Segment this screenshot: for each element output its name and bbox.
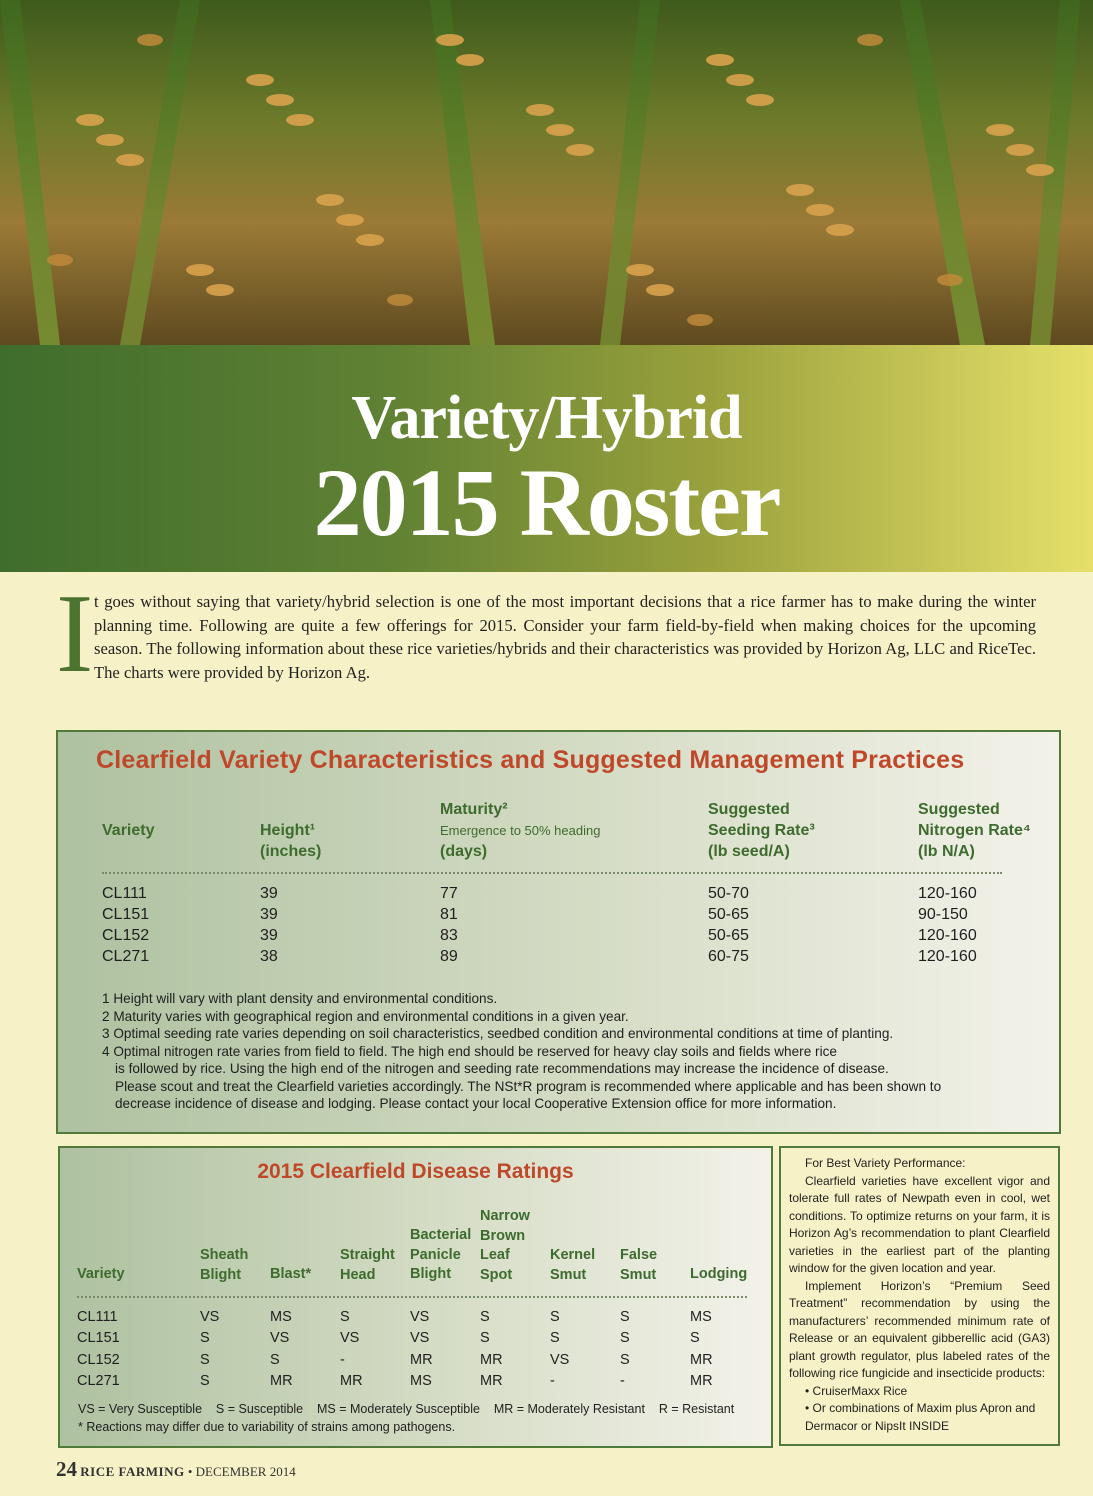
- dcell: VS: [410, 1330, 430, 1346]
- list-item: • Or combinations of Maxim plus Apron and Dermacor or NipsIt INSIDE: [805, 1400, 1050, 1435]
- header-seeding-unit: (lb seed/A): [708, 843, 790, 860]
- header-height: [260, 820, 321, 862]
- legend-abbreviations: VS = Very Susceptible S = Susceptible MS = Moderately Susceptible MR = Moderately Resistant R = Resistant: [78, 1402, 735, 1416]
- intro-text: t goes without saying that variety/hybrid selection is one of the most important decisions that a rice farmer has to make during the winter planning time. Following are quite a few offerings for 2015. Consider your farm field-by-field when making choices for the upcoming season. The following information about these rice varieties/hybrids and their characteristics was provided by Horizon Ag, LLC and RiceTec. The charts were provided by Horizon Ag.: [94, 592, 1036, 682]
- rice-panicles-illustration: [0, 0, 1093, 345]
- dheader-blast: [270, 1265, 311, 1285]
- ratings-legend: [78, 1400, 734, 1436]
- dheader-line: Lodging: [690, 1266, 748, 1282]
- cell-maturity: 81: [440, 906, 458, 923]
- dheader-line: Narrow: [480, 1208, 530, 1224]
- dcell: MR: [270, 1373, 293, 1389]
- dcell: S: [550, 1309, 560, 1325]
- sidebar-paragraph: Clearfield varieties have excellent vigor and tolerate full rates of Newpath even in cool, wet conditions. To optimize returns on your farm, it is Horizon Ag’s recommendation to plant Clearfield varieties in the earliest part of the planting window for the given location and year.: [789, 1173, 1050, 1275]
- dcell: VS: [270, 1330, 290, 1346]
- dcell: CL271: [77, 1373, 120, 1389]
- best-performance-sidebar: [779, 1146, 1060, 1446]
- dcell: MR: [410, 1352, 433, 1368]
- dheader-false-smut: [620, 1246, 657, 1285]
- dcell: S: [620, 1330, 630, 1346]
- dcell: -: [340, 1352, 345, 1368]
- variety-characteristics-title: Clearfield Variety Characteristics and Suggested Management Practices: [96, 746, 965, 774]
- cell-nitrogen: 120-160: [918, 885, 977, 902]
- dcell: CL151: [77, 1330, 120, 1346]
- disease-ratings-box: [58, 1146, 773, 1448]
- dheader-line: Brown: [480, 1227, 526, 1244]
- drop-cap: I: [56, 572, 94, 696]
- footnotes: [102, 990, 941, 1113]
- dheader-line: Leaf: [480, 1247, 510, 1263]
- list-item: • CruiserMaxx Rice: [805, 1383, 1050, 1401]
- header-height-label: Height¹: [260, 822, 316, 839]
- title-band: [0, 345, 1093, 572]
- dcell: VS: [550, 1352, 570, 1368]
- dheader-sheath-blight: [200, 1246, 248, 1285]
- dheader-line: Spot: [480, 1266, 513, 1283]
- hero-photo: [0, 0, 1093, 345]
- dcell: S: [480, 1330, 490, 1346]
- cell-seeding: 50-65: [708, 906, 749, 923]
- dheader-line: Blight: [410, 1266, 452, 1282]
- dheader-line: Blight: [200, 1266, 242, 1283]
- cell-nitrogen: 90-150: [918, 906, 968, 923]
- dcell: S: [620, 1309, 630, 1325]
- footnote: Please scout and treat the Clearfield varieties accordingly. The NSt*R program is recommended where applicable and has been shown to: [115, 1078, 942, 1094]
- cell-height: 38: [260, 948, 278, 965]
- dcell: CL152: [77, 1352, 120, 1368]
- disease-header-divider: [77, 1296, 747, 1298]
- dheader-line: Straight: [340, 1247, 395, 1263]
- dcell: MR: [480, 1373, 503, 1389]
- footnote: is followed by rice. Using the high end of the nitrogen and seeding rate recommendations may increase the incidence of disease.: [115, 1061, 889, 1076]
- header-nitrogen: [918, 799, 1031, 862]
- dcell: MR: [480, 1352, 503, 1368]
- dcell: MR: [340, 1373, 363, 1389]
- cell-seeding: 50-65: [708, 927, 749, 944]
- dcell: MS: [270, 1309, 292, 1325]
- dcell: S: [620, 1352, 630, 1368]
- dheader-line: Sheath: [200, 1247, 249, 1263]
- footnote: 4 Optimal nitrogen rate varies from field to field. The high end should be reserved for heavy clay soils and fields where rice: [102, 1043, 837, 1059]
- dheader-kernel-smut: [550, 1246, 595, 1285]
- dcell: MS: [690, 1309, 712, 1325]
- dheader-variety: [77, 1265, 125, 1285]
- header-maturity-sub: Emergence to 50% heading: [440, 823, 601, 838]
- dheader-line: Smut: [550, 1266, 587, 1283]
- header-seeding-2: Seeding Rate³: [708, 822, 815, 839]
- cell-seeding: 60-75: [708, 948, 749, 965]
- title-variety-hybrid: Variety/Hybrid: [351, 384, 742, 452]
- dcell: MR: [690, 1373, 713, 1389]
- header-divider: [102, 872, 1002, 874]
- cell-nitrogen: 120-160: [918, 927, 977, 944]
- footnote: 2 Maturity varies with geographical region and environmental conditions in a given year.: [102, 1008, 629, 1024]
- page-footer: [56, 1457, 296, 1482]
- dcell: S: [690, 1330, 700, 1346]
- magazine-name: RICE FARMING: [80, 1464, 185, 1479]
- page-number: 24: [56, 1457, 77, 1481]
- title-2015-roster: 2015 Roster: [313, 449, 780, 556]
- dcell: VS: [200, 1309, 220, 1325]
- dheader-line: False: [620, 1247, 658, 1263]
- dcell: S: [340, 1309, 350, 1325]
- footnote: 3 Optimal seeding rate varies depending on soil characteristics, seedbed condition and environmental conditions at time of planting.: [102, 1026, 894, 1041]
- dheader-line: Panicle: [410, 1246, 461, 1263]
- cell-maturity: 89: [440, 948, 458, 965]
- dheader-line: Blast*: [270, 1266, 312, 1282]
- cell-height: 39: [260, 906, 278, 923]
- cell-variety: CL152: [102, 927, 150, 944]
- disease-ratings-title: 2015 Clearfield Disease Ratings: [257, 1160, 574, 1183]
- dcell: VS: [410, 1309, 430, 1325]
- intro-paragraph: [56, 590, 1036, 684]
- cell-maturity: 83: [440, 927, 458, 944]
- dcell: -: [620, 1373, 625, 1389]
- dheader-line: Head: [340, 1266, 376, 1283]
- cell-height: 39: [260, 885, 278, 902]
- dcell: MS: [410, 1373, 432, 1389]
- issue-date: DECEMBER 2014: [195, 1464, 296, 1479]
- footer-separator: •: [187, 1464, 193, 1479]
- dcell: S: [270, 1352, 280, 1368]
- dheader-line: Smut: [620, 1266, 657, 1283]
- cell-maturity: 77: [440, 885, 458, 902]
- variety-characteristics-box: [56, 730, 1061, 1134]
- dcell: S: [200, 1352, 210, 1368]
- cell-seeding: 50-70: [708, 885, 749, 902]
- header-maturity: [440, 799, 600, 862]
- dheader-narrow-brown-leaf-spot: [480, 1207, 530, 1285]
- header-nitrogen-unit: (lb N/A): [918, 843, 975, 860]
- cell-variety: CL151: [102, 906, 150, 923]
- dcell: S: [200, 1373, 210, 1389]
- dheader-bacterial-panicle-blight: [410, 1226, 471, 1285]
- dcell: -: [550, 1373, 555, 1389]
- cell-height: 39: [260, 927, 278, 944]
- dcell: S: [480, 1309, 490, 1325]
- header-nitrogen-2: Nitrogen Rate⁴: [918, 822, 1031, 839]
- dheader-line: Bacterial: [410, 1227, 472, 1243]
- header-maturity-unit: (days): [440, 843, 488, 860]
- header-maturity-label: Maturity²: [440, 801, 508, 818]
- header-seeding-1: Suggested: [708, 801, 790, 818]
- dcell: S: [550, 1330, 560, 1346]
- footnote: decrease incidence of disease and lodging. Please contact your local Cooperative Extension office for more information.: [115, 1096, 837, 1111]
- dcell: S: [200, 1330, 210, 1346]
- dheader-line: Variety: [77, 1266, 125, 1282]
- header-variety: Variety: [102, 822, 155, 839]
- cell-variety: CL111: [102, 885, 147, 902]
- header-nitrogen-1: Suggested: [918, 801, 1000, 818]
- sidebar-bullets: [789, 1383, 1050, 1436]
- cell-nitrogen: 120-160: [918, 948, 977, 965]
- header-seeding: [708, 799, 815, 862]
- sidebar-heading: For Best Variety Performance:: [805, 1156, 966, 1170]
- legend-footnote: * Reactions may differ due to variability of strains among pathogens.: [78, 1420, 456, 1434]
- dcell: CL111: [77, 1309, 118, 1325]
- dcell: VS: [340, 1330, 360, 1346]
- dcell: MR: [690, 1352, 713, 1368]
- dheader-line: Kernel: [550, 1247, 596, 1263]
- sidebar-paragraph: Implement Horizon’s “Premium Seed Treatment” recommendation by using the manufacturers’ recommended minimum rate of Release or an equivalent gibberellic acid (GA3) plant growth regulator, plus labeled rates of the following rice fungicide and insecticide products:: [789, 1278, 1050, 1380]
- cell-variety: CL271: [102, 948, 150, 965]
- footnote: 1 Height will vary with plant density and environmental conditions.: [102, 991, 498, 1006]
- header-height-unit: (inches): [260, 843, 322, 860]
- dheader-straight-head: [340, 1246, 395, 1285]
- dheader-lodging: [690, 1265, 747, 1285]
